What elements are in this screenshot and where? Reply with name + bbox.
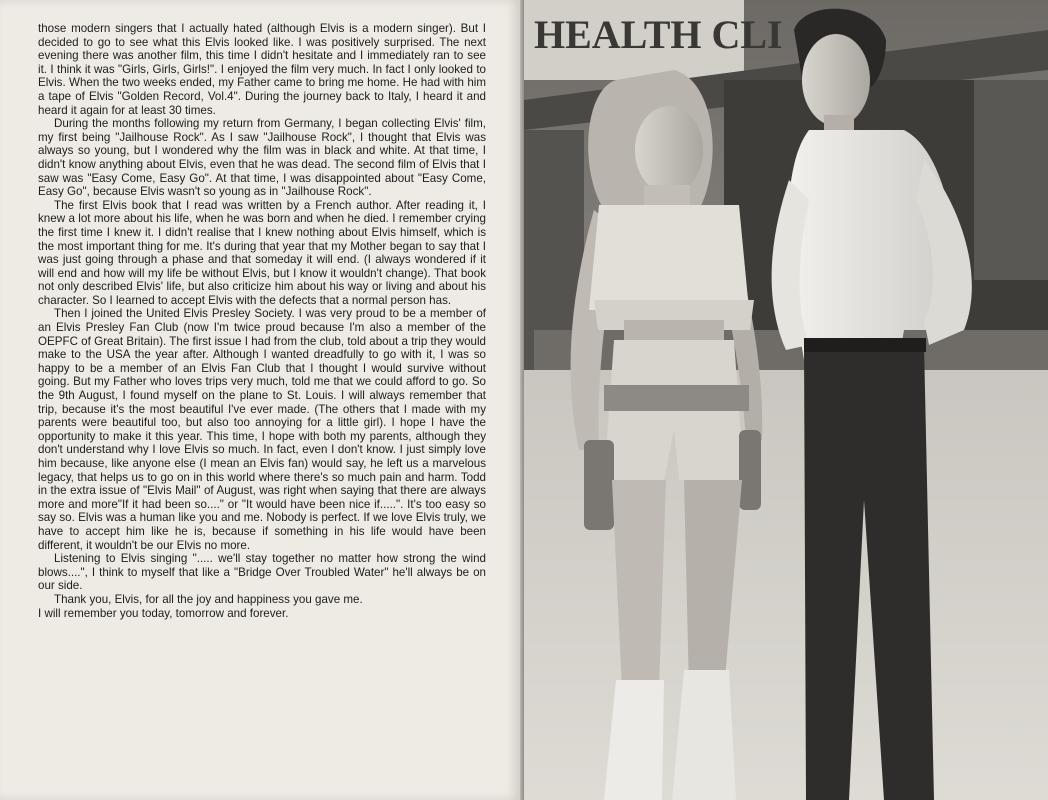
article-paragraph-3: The first Elvis book that I read was written by a French author. After reading it, I knew a lot more about his life, when he was born and when he died. I remember crying the first time I knew it. I didn't realise that I knew nothing about Elvis himself, which is the most important thing for me. It's during that year that my Mother began to say that I was just going through a phase and that someday it will end. (I always wondered if it will end and how will my life be without Elvis, but I know it wouldn't change). That book not only described Elvis' life, but also criticize him about his way or living and about his character. So I learned to accept Elvis with the defects that a normal person has. [38,198,486,307]
photo-elvis-and-costar [524,0,1048,800]
right-page [524,0,1048,800]
article-paragraph-7: I will remember you today, tomorrow and forever. [38,606,289,620]
article-text [38,22,486,620]
left-page [0,0,520,800]
article-paragraph-4: Then I joined the United Elvis Presley Society. I was very proud to be a member of an Elvis Presley Fan Club (now I'm twice proud because I'm also a member of the OEPFC of Great Britain). The first issue I had from the club, told about a trip they would make to the USA the year after. Although I wanted dreadfully to go with it, I was so happy to be a member of an Elvis Fan Club that I thought I would survive without going. But my Father who loves trips very much, told me that we could afford to go. So the 9th August, I found myself on the plane to St. Louis. I will always remember that trip, because it's the most beautiful I've ever made. (The others that I made with my parents were beautiful too, but also too annoying for a little girl). I hope I have the opportunity to make it this year. This time, I hope with both my parents, although they don't understand why I love Elvis so much. In fact, even I don't know. I just simply love him because, like anyone else (I mean an Elvis fan) would say, he left us a marvelous legacy, that helps us to go on in this world where there's so much pain and harm. Todd in the extra issue of "Elvis Mail" of August, was right when saying that there are always more and more"If it had been so...." or "It would have been nice if.....". It's too easy so say so. Elvis was a human like you and me. Nobody is perfect. If we love Elvis truly, we have to accept him like he is, because if something in his life would have been different, it wouldn't be our Elvis no more. [38,307,486,552]
article-paragraph-6: Thank you, Elvis, for all the joy and happiness you gave me. [54,592,363,606]
sign-lettering: HEALTH CLI [534,12,783,57]
article-paragraph-5: Listening to Elvis singing "..... we'll stay together no matter how strong the wind blows....", I think to myself that like a "Bridge Over Troubled Water" he'll always be on our side. [38,552,486,593]
dirt-street [524,370,1048,800]
article-paragraph-2: During the months following my return from Germany, I began collecting Elvis' film, my first being "Jailhouse Rock". As I saw "Jailhouse Rock", I thought that Elvis was always so young, but I wondered why the film was in black and white. At that time, I didn't know anything about Elvis, even that he was dead. The second film of Elvis that I saw was "Easy Come, Easy Go". At that time, I was disappointed about "Easy Come, Easy Go", because Elvis wasn't so young as in "Jailhouse Rock". [38,117,486,199]
article-paragraph-1: those modern singers that I actually hated (although Elvis is a modern singer). But I decided to go to see what this Elvis looked like. I was positively surprised. The next evening there was another film, this time I didn't hesitate and I immediately ran to see it. I think it was "Girls, Girls, Girls!". I enjoyed the film very much. In fact I only looked to Elvis. When the two weeks ended, my Father came to bring me home. He had with him a tape of Elvis "Golden Record, Vol.4". During the journey back to Italy, I heard it and heard it again for at least 30 times. [38,22,486,117]
